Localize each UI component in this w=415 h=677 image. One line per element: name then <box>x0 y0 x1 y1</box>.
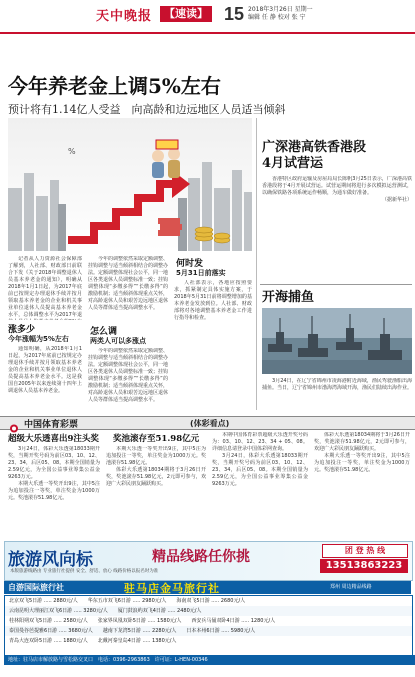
rail-story-title-line2: 4月试营运 <box>262 156 324 171</box>
center-paragraph <box>88 256 168 322</box>
fishing-photo <box>262 308 412 374</box>
fishing-caption <box>262 378 412 412</box>
section-subheading-when: 5月31日前落实 <box>176 269 226 277</box>
sidebar-divider <box>260 284 412 285</box>
headline: 今年养老金上调5%左右 <box>8 74 221 98</box>
rail-story-source: （据新华社） <box>381 197 412 203</box>
column-divider <box>256 118 257 410</box>
section-tag: 【速读】 <box>160 6 212 22</box>
newspaper-logo: 天中晚报 <box>96 9 153 24</box>
fishing-caption-text: 3月24日，在辽宁省锦州市凌海港附近海域，渔民驾驶渔船出海捕鱼。当日，辽宁省锦州市渤海湾海域开海，渔民们陆续出海作业。 <box>262 378 412 391</box>
date-line <box>248 6 368 22</box>
travel-ad-slogan: 精品线路任你挑 <box>152 549 250 565</box>
how-body <box>88 348 168 410</box>
price-row: 北京双飞5日游 ..... 2880元/人 华东五市双飞6日游 ..... 2980元/人 海南双飞5日游 ..... 2680元/人 <box>9 598 246 604</box>
lottery-col-1-text-a: 3月24日，体彩大乐透第18033期开奖，当期开奖号码为前区03、10、12、23、34，后区05、08。本期全国销量为2.59亿元，为全国公益事业筹集公益金9263万元。 <box>8 446 100 480</box>
rail-story-title-line1: 广深港高铁香港段 <box>262 140 367 155</box>
rail-story-body-text: 香港特区政府运输及房屋局局长陈帆3月25日表示，广深港高铁香港段将于4月开展试营运。试营运期间将进行多次模拟运营测试，以确保铁路各项系统运作畅顺，为通车做好准备。 <box>262 176 412 196</box>
price-row: 桂林阳朔双飞5日游 ..... 2580元/人 张家界凤凰双卧5日游 ..... 1580元/人 西安兵马俑双卧4日游 ..... 1280元/人 <box>9 618 276 624</box>
issue-date: 2018年3月26日 <box>248 6 293 13</box>
lottery-col-3-text-a: 本期中国体育彩票超级大乐透开奖号码为：03、10、12、23、34 + 05、08。详细信息请登录中国体彩网查询。 <box>212 432 308 452</box>
rail-story-body <box>262 176 412 276</box>
lottery-band-subtitle: (体彩看点) <box>190 419 230 428</box>
fishing-photo-graphic <box>262 308 412 374</box>
lottery-col-3 <box>212 432 308 538</box>
agency-ad-tag: 郑州 周边精品线路 <box>330 584 372 590</box>
center-paragraph-text: 今年的调整依然采取定额调整、挂钩调整与适当倾斜相结合的调整办法。定额调整体现社会公平，同一地区各类退休人员调整标准一致；挂钩调整体现“多缴多得”“长缴多得”的激励机制；适当倾斜体现重点关怀，对高龄退休人员和艰苦边远地区退休人员等群体适当提高调整水平。 <box>88 256 168 311</box>
how-much-body-text: 通知明确，从2018年1月1日起，为2017年底前已按规定办理退休手续并按月领取基本养老金的企业和机关事业单位退休人员提高基本养老金水平。这是我国自2005年以来连续第十四年上调退休人员基本养老金。 <box>8 346 82 394</box>
lead-paragraph-text: 记者从人力资源社会保障部了解到，人社部、财政部日前联合下发《关于2018年调整退休人员基本养老金的通知》，明确从2018年1月1日起，为2017年底前已按规定办理退休手续并按月领取基本养老金的企业和机关事业单位退休人员提高基本养老金水平，总体调整水平为2017年退 <box>8 256 82 318</box>
lottery-headline-2: 奖池滚存至51.98亿元 <box>113 434 200 444</box>
agency-ad-right-title: 驻马店金马旅行社 <box>124 582 220 595</box>
when-body <box>174 280 252 410</box>
section-subheading-how: 两类人可以多涨点 <box>90 337 146 345</box>
travel-ad-hotline-label: 团 登 热 线 <box>322 544 408 558</box>
agency-ad-footer: 地址：驻马店市解放路与雪松路交叉口 电话：0396-2963863 许可证：L-HEN-00346 <box>4 655 415 665</box>
lottery-band-title: 中国体育彩票 <box>24 420 79 430</box>
lottery-col-4 <box>314 432 410 538</box>
section-heading-how: 怎么调 <box>90 327 118 337</box>
lottery-col-3-text-b: 3月24日，体彩大乐透第18033期开奖，当期开奖号码为前区03、10、12、23、34，后区05、08。本期全国销量为2.59亿元，为全国公益事业筹集公益金9263万元。 <box>212 453 308 487</box>
lottery-col-2 <box>106 446 206 538</box>
agency-ad-price-list <box>4 595 413 657</box>
editor-credits: 编辑 任 静 校对 张 宁 <box>248 14 306 21</box>
rail-story-title <box>262 140 412 172</box>
lottery-col-1 <box>8 446 100 538</box>
section-subheading-how-much: 今年涨幅为5%左右 <box>8 335 69 343</box>
travel-ad-brand: 旅游风向标 <box>8 550 93 570</box>
how-much-body <box>8 346 82 410</box>
price-row: 青岛大连双卧5日游 ..... 1880元/人 北戴河秦皇岛4日游 ..... 1380元/人 <box>9 638 177 644</box>
svg-text:%: % <box>68 147 76 156</box>
pension-illustration-graphic <box>8 118 252 251</box>
when-body-text: 人社部表示，各地应按照要求，抓紧制定具体实施方案，于2018年5月31日前将调整增加的基本养老金发放到位。人社部、财政部将对各地调整基本养老金工作进行指导和检查。 <box>174 280 252 321</box>
travel-ad-fineprint: 本版旅游线路由 专业旅行社提供 安全、舒适、放心 线路价格以报名时为准 <box>10 569 159 574</box>
travel-ad-hotline-number[interactable]: 13513863223 <box>320 559 408 573</box>
lead-paragraph <box>8 256 82 320</box>
lottery-col-2-text-b: 体彩大乐透第18034期将于3月26日开奖，奖池滚存51.98亿元，2元即可参与，欢迎广大彩民朋友踊跃购买。 <box>106 467 206 487</box>
page-number: 15 <box>224 4 245 24</box>
price-row: 泰国曼谷芭提雅6日游 ..... 3680元/人 越南下龙湾5日游 ..... 2280元/人 日本本州6日游 ..... 5980元/人 <box>5 626 412 636</box>
price-row: 云南昆明大理丽江双飞6日游 ..... 3280元/人 厦门鼓浪屿双飞4日游 ..... 2480元/人 <box>5 606 412 616</box>
agency-ad-left-title: 自游国际旅行社 <box>8 583 64 592</box>
lottery-col-4-text-b: 本期大乐透一等奖开出9注，其中5注为追加投注一等奖，单注奖金为1000万元。奖池滚存51.98亿元。 <box>314 453 410 473</box>
pension-illustration <box>8 118 252 251</box>
how-body-text: 今年的调整依然采取定额调整、挂钩调整与适当倾斜相结合的调整办法。定额调整体现社会公平，同一地区各类退休人员调整标准一致；挂钩调整体现“多缴多得”“长缴多得”的激励机制；适当倾斜体现重点关怀，对高龄退休人员和艰苦边远地区退休人员等群体适当提高调整水平。 <box>88 348 168 403</box>
issue-weekday: 星期一 <box>294 6 313 13</box>
section-heading-when: 何时发 <box>176 259 204 269</box>
lottery-col-2-text-a: 本期大乐透一等奖开出9注，其中5注为追加投注一等奖，单注奖金为1000万元。奖池滚存51.98亿元。 <box>106 446 206 466</box>
lottery-headline-1: 超级大乐透喜出9注头奖 <box>8 434 99 444</box>
fishing-story-title: 开海捕鱼 <box>262 290 315 305</box>
lottery-logo-icon <box>8 418 20 427</box>
subheadline: 预计将有1.14亿人受益 向高龄和边远地区人员适当倾斜 <box>8 103 286 116</box>
lottery-col-1-text-b: 本期大乐透一等奖开出9注，其中5注为追加投注一等奖，单注奖金为1000万元。奖池滚存51.98亿元。 <box>8 481 100 501</box>
section-heading-how-much: 涨多少 <box>8 325 36 335</box>
lottery-col-4-text-a: 体彩大乐透第18034期将于3月26日开奖，奖池滚存51.98亿元，2元即可参与，欢迎广大彩民朋友踊跃购买。 <box>314 432 410 452</box>
